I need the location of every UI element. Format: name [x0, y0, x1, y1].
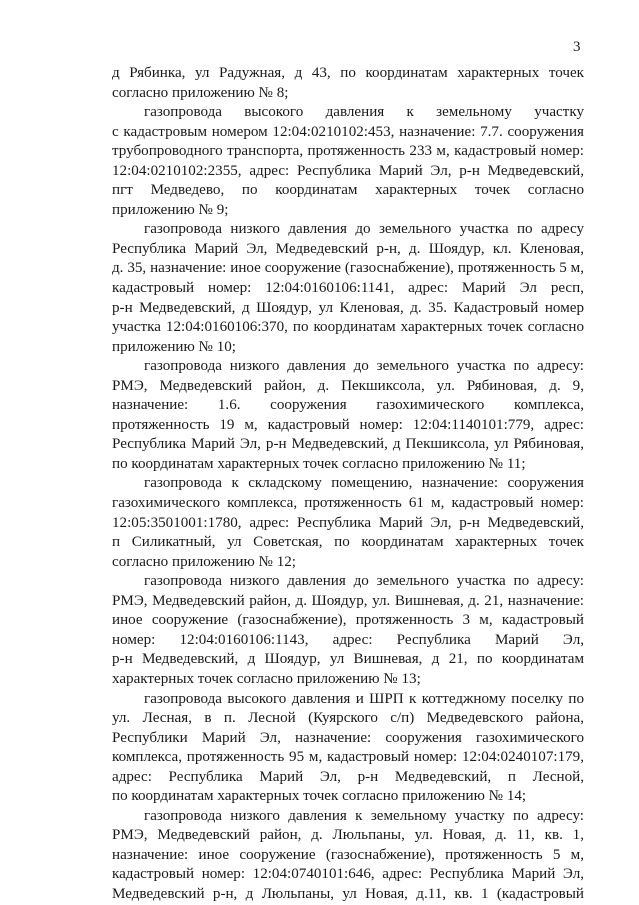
- text-line: участка 12:04:0160106:370, по координатам характерных точек согласно: [112, 319, 584, 336]
- text-line: пгт Медведево, по координатам характерных точек согласно: [112, 182, 584, 199]
- text-line: д. 35, назначение: иное сооружение (газоснабжение), протяженность 5 м,: [112, 260, 584, 277]
- text-line: с кадастровым номером 12:04:0210102:453, назначение: 7.7. сооружения: [112, 123, 584, 140]
- text-line: трубопроводного транспорта, протяженность 233 м, кадастровый номер:: [112, 143, 584, 160]
- text-line: п Силикатный, ул Советская, по координатам характерных точек: [112, 534, 584, 551]
- text-line: Республика Марий Эл, р-н Медведевский, д Пекшиксола, ул Рябиновая,: [112, 436, 584, 453]
- paragraph: [112, 807, 584, 905]
- document-body: [112, 64, 584, 905]
- paragraph: [112, 357, 584, 474]
- text-line: иное сооружение (газоснабжение), протяженность 3 м, кадастровый: [112, 612, 584, 629]
- paragraph: [112, 690, 584, 807]
- text-line: Медведевский р-н, д Люльпаны, ул Новая, д.11, кв. 1 (кадастровый: [112, 885, 584, 902]
- text-line: газопровода низкого давления до земельного участка по адресу:: [144, 573, 584, 590]
- paragraph: [112, 572, 584, 689]
- text-line: кадастровый номер: 12:04:0160106:1141, адрес: Марий Эл респ,: [112, 280, 584, 297]
- text-line: д Рябинка, ул Радужная, д 43, по координатам характерных точек: [112, 65, 584, 81]
- text-line: согласно приложению № 12;: [112, 553, 296, 570]
- paragraph: [112, 220, 584, 357]
- text-line: комплекса, протяженность 95 м, кадастровый номер: 12:04:0240107:179,: [112, 749, 584, 766]
- text-line: назначение: 1.6. сооружения газохимического комплекса,: [112, 397, 584, 414]
- page-number: 3: [573, 39, 581, 55]
- text-line: Республика Марий Эл, Медведевский р-н, д. Шоядур, кл. Кленовая,: [112, 240, 584, 257]
- text-line: р-н Медведевский, д Шоядур, ул Кленовая, д. 35. Кадастровый номер: [112, 299, 584, 316]
- text-line: газопровода низкого давления до земельного участка по адресу:: [144, 358, 584, 375]
- text-line: назначение: иное сооружение (газоснабжение), протяженность 5 м,: [112, 846, 584, 863]
- text-line: по координатам характерных точек согласно приложению № 14;: [112, 788, 527, 805]
- text-line: протяженность 19 м, кадастровый номер: 12:04:1140101:779, адрес:: [112, 416, 584, 433]
- text-line: характерных точек согласно приложению № 13;: [112, 670, 421, 687]
- text-line: Республики Марий Эл, назначение: сооружения газохимического: [112, 729, 584, 746]
- text-line: газопровода высокого давления к земельному участку: [144, 104, 584, 121]
- paragraph: [112, 474, 584, 572]
- text-line: приложению № 10;: [112, 338, 236, 355]
- text-line: адрес: Республика Марий Эл, р-н Медведевский, п Лесной,: [112, 768, 584, 785]
- text-line: ул. Лесная, в п. Лесной (Куярского с/п) Медведевского района,: [112, 710, 584, 727]
- text-line: газопровода к складскому помещению, назначение: сооружения: [144, 475, 584, 492]
- text-line: по координатам характерных точек согласно приложению № 11;: [112, 455, 526, 472]
- text-line: газопровода низкого давления к земельному участку по адресу:: [144, 807, 584, 824]
- paragraph: [112, 64, 584, 103]
- text-line: РМЭ, Медведевский район, д. Люльпаны, ул. Новая, д. 11, кв. 1,: [112, 827, 584, 844]
- text-line: согласно приложению № 8;: [112, 84, 289, 101]
- text-line: р-н Медведевский, д Шоядур, ул Вишневая, д 21, по координатам: [112, 651, 584, 668]
- text-line: кадастровый номер: 12:04:0740101:646, адрес: Республика Марий Эл,: [112, 866, 584, 883]
- text-line: 12:04:0210102:2355, адрес: Республика Марий Эл, р-н Медведевский,: [112, 162, 584, 179]
- text-line: РМЭ, Медведевский район, д. Шоядур, ул. Вишневая, д. 21, назначение:: [112, 592, 584, 609]
- text-line: газопровода низкого давления до земельного участка по адресу: [144, 221, 584, 238]
- text-line: газохимического комплекса, протяженность 61 м, кадастровый номер:: [112, 495, 584, 512]
- text-line: РМЭ, Медведевский район, д. Пекшиксола, ул. Рябиновая, д. 9,: [112, 377, 584, 394]
- text-line: приложению № 9;: [112, 201, 229, 218]
- text-line: 12:05:3501001:1780, адрес: Республика Марий Эл, р-н Медведевский,: [112, 514, 584, 531]
- text-line: номер: 12:04:0160106:1143, адрес: Республика Марий Эл,: [112, 631, 584, 648]
- text-line: газопровода высокого давления и ШРП к коттеджному поселку по: [144, 690, 584, 707]
- paragraph: [112, 103, 584, 220]
